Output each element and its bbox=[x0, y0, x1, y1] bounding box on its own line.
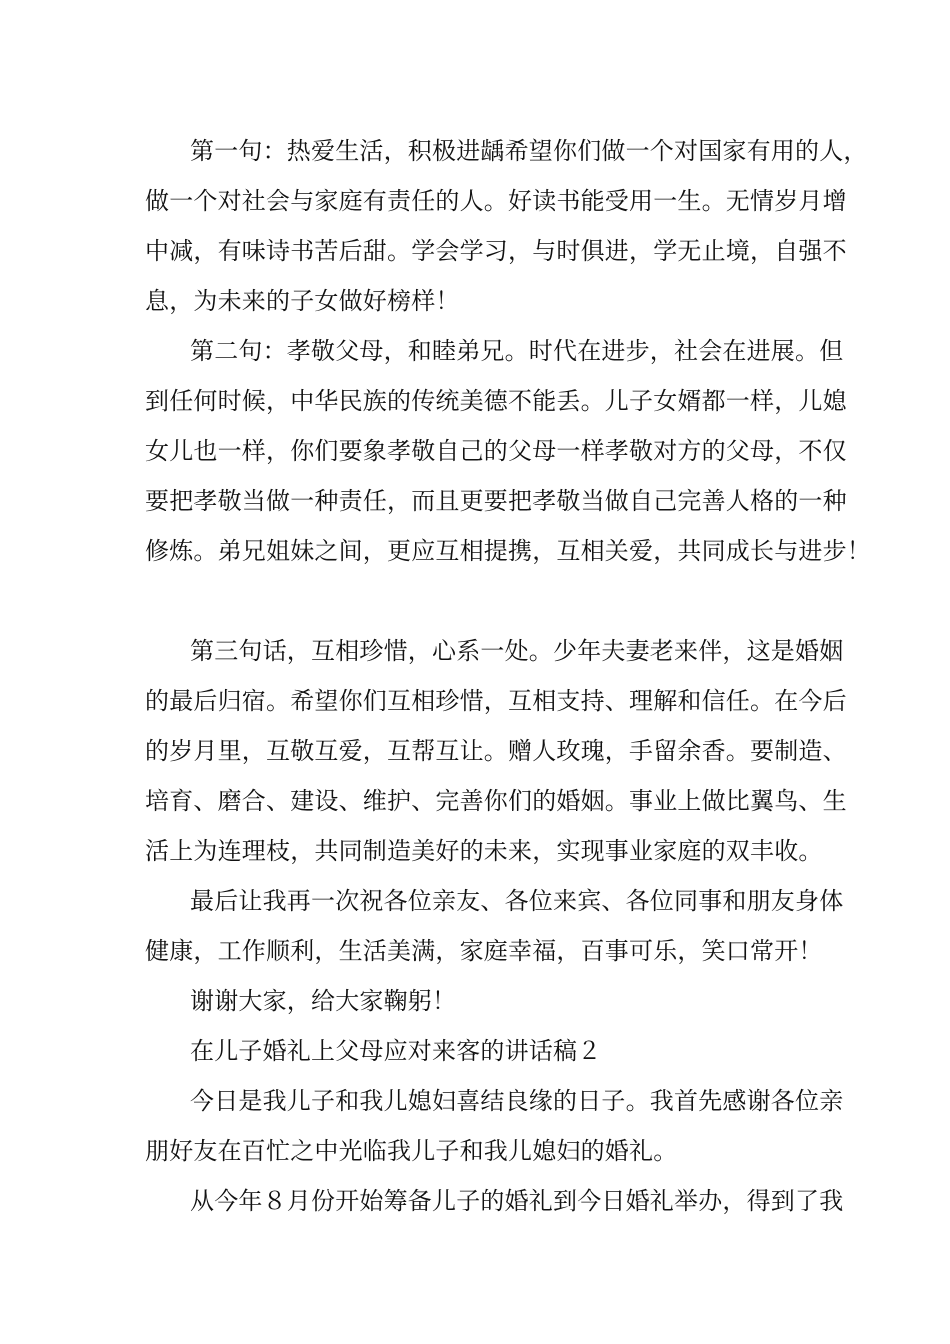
section-title: 在儿子婚礼上父母应对来客的讲话稿２ bbox=[190, 1037, 602, 1065]
paragraph-3-line-2: 的最后归宿。希望你们互相珍惜，互相支持、理解和信任。在今后 bbox=[145, 687, 847, 715]
paragraph-3-line-1: 第三句话，互相珍惜，心系一处。少年夫妻老来伴，这是婚姻 bbox=[190, 637, 844, 665]
paragraph-4-line-2: 健康，工作顺利，生活美满，家庭幸福，百事可乐，笑口常开！ bbox=[145, 937, 823, 965]
paragraph-4-line-1: 最后让我再一次祝各位亲友、各位来宾、各位同事和朋友身体 bbox=[190, 887, 844, 915]
paragraph-6-line-1: 从今年８月份开始筹备儿子的婚礼到今日婚礼举办，得到了我 bbox=[190, 1187, 844, 1215]
paragraph-3-line-5: 活上为连理枝，共同制造美好的未来，实现事业家庭的双丰收。 bbox=[145, 837, 823, 865]
paragraph-3-line-4: 培育、磨合、建设、维护、完善你们的婚姻。事业上做比翼鸟、生 bbox=[145, 787, 847, 815]
paragraph-1-line-3: 中减，有味诗书苦后甜。学会学习，与时俱进，学无止境，自强不 bbox=[145, 237, 847, 265]
closing-line: 谢谢大家，给大家鞠躬！ bbox=[190, 987, 457, 1015]
paragraph-2-line-2: 到任何时候，中华民族的传统美德不能丢。儿子女婿都一样，儿媳 bbox=[145, 387, 847, 415]
paragraph-2-line-3: 女儿也一样，你们要象孝敬自己的父母一样孝敬对方的父母，不仅 bbox=[145, 437, 847, 465]
paragraph-2-line-5: 修炼。弟兄姐妹之间，更应互相提携，互相关爱，共同成长与进步！ bbox=[145, 537, 871, 565]
paragraph-1-line-2: 做一个对社会与家庭有责任的人。好读书能受用一生。无情岁月增 bbox=[145, 187, 847, 215]
paragraph-2-line-4: 要把孝敬当做一种责任，而且更要把孝敬当做自己完善人格的一种 bbox=[145, 487, 847, 515]
paragraph-1-line-4: 息，为未来的子女做好榜样！ bbox=[145, 287, 460, 315]
paragraph-5-line-2: 朋好友在百忙之中光临我儿子和我儿媳妇的婚礼。 bbox=[145, 1137, 678, 1165]
paragraph-2-line-1: 第二句：孝敬父母，和睦弟兄。时代在进步，社会在进展。但 bbox=[190, 337, 844, 365]
paragraph-5-line-1: 今日是我儿子和我儿媳妇喜结良缘的日子。我首先感谢各位亲 bbox=[190, 1087, 844, 1115]
paragraph-3-line-3: 的岁月里，互敬互爱，互帮互让。赠人玫瑰，手留余香。要制造、 bbox=[145, 737, 847, 765]
paragraph-1-line-1: 第一句：热爱生活，积极进龋希望你们做一个对国家有用的人， bbox=[190, 137, 868, 165]
